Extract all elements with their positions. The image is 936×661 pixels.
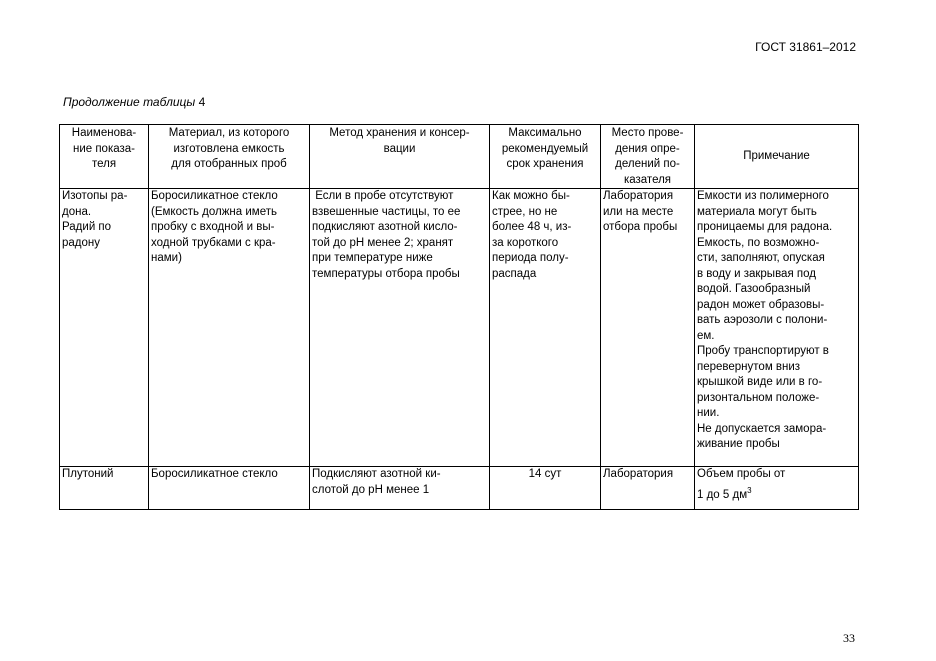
table-caption bbox=[63, 95, 205, 109]
cell-indicator: Плутоний bbox=[60, 467, 149, 510]
cell-storage-method: Подкисляют азотной ки- слотой до pH менее 1 bbox=[310, 467, 490, 510]
cell-storage-method: Если в пробе отсутствуют взвешенные частицы, то ее подкисляют азотной кисло- той до pH менее 2; хранят при температуре ниже температуры отбора пробы bbox=[310, 189, 490, 467]
page-number: 33 bbox=[843, 631, 855, 645]
col-header-storage-method: Метод хранения и консер- вации bbox=[310, 125, 490, 189]
caption-number: 4 bbox=[198, 95, 206, 109]
table-row-plutonium bbox=[60, 467, 859, 510]
col-header-test-location: Место прове- дения опре- делений по- казателя bbox=[601, 125, 695, 189]
col-header-container-material: Материал, из которого изготовлена емкость для отобранных проб bbox=[149, 125, 310, 189]
cell-note: Емкости из полимерного материала могут быть проницаемы для радона. Емкость, по возможно- сти, заполняют, опуская в воду и закрывая под водой. Газообразный радон может образовы- вать аэрозоли с полони- ем. Пробу транспортируют в перевернутом вниз крышкой виде или в го- ризонтальном положе- нии. Не допускается замора- живание пробы bbox=[695, 189, 859, 467]
storage-table bbox=[59, 124, 859, 510]
cell-test-location: Лаборатория bbox=[601, 467, 695, 510]
cell-test-location: Лаборатория или на месте отбора пробы bbox=[601, 189, 695, 467]
col-header-max-storage-time: Максимально рекомендуемый срок хранения bbox=[490, 125, 601, 189]
col-header-indicator: Наименова- ние показа- теля bbox=[60, 125, 149, 189]
table-header-row bbox=[60, 125, 859, 189]
table-row-radon bbox=[60, 189, 859, 467]
cell-max-storage-time: 14 сут bbox=[490, 467, 601, 510]
cell-indicator: Изотопы ра- дона. Радий по радону bbox=[60, 189, 149, 467]
col-header-note: Примечание bbox=[695, 125, 859, 189]
cell-max-storage-time: Как можно бы- стрее, но не более 48 ч, из- за короткого периода полу- распада bbox=[490, 189, 601, 467]
document-code: ГОСТ 31861–2012 bbox=[755, 40, 856, 54]
cell-note: Объем пробы от 1 до 5 $дм^3$ bbox=[695, 467, 859, 510]
cell-container-material: Боросиликатное стекло (Емкость должна иметь пробку с входной и вы- ходной трубками с кра- нами) bbox=[149, 189, 310, 467]
cell-container-material: Боросиликатное стекло bbox=[149, 467, 310, 510]
caption-text: Продолжение таблицы bbox=[63, 95, 196, 109]
